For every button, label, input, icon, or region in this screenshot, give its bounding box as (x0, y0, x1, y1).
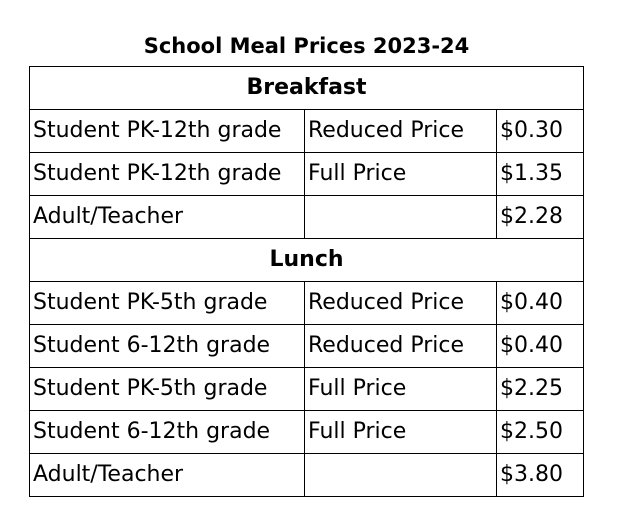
price-type-cell: Full Price (305, 153, 497, 196)
eligibility-cell: Adult/Teacher (30, 454, 305, 497)
eligibility-cell: Student 6-12th grade (30, 325, 305, 368)
price-type-cell (305, 454, 497, 497)
eligibility-cell: Student PK-12th grade (30, 153, 305, 196)
price-cell: $0.40 (497, 325, 584, 368)
table-row (30, 282, 584, 325)
table-row (30, 454, 584, 497)
table-row (30, 110, 584, 153)
table-row (30, 325, 584, 368)
section-header-lunch: Lunch (30, 239, 584, 282)
eligibility-cell: Student 6-12th grade (30, 411, 305, 454)
price-cell: $2.50 (497, 411, 584, 454)
price-type-cell: Reduced Price (305, 282, 497, 325)
price-cell: $2.25 (497, 368, 584, 411)
price-type-cell (305, 196, 497, 239)
table-row (30, 196, 584, 239)
price-cell: $0.40 (497, 282, 584, 325)
eligibility-cell: Student PK-5th grade (30, 282, 305, 325)
eligibility-cell: Adult/Teacher (30, 196, 305, 239)
price-type-cell: Full Price (305, 411, 497, 454)
table-row (30, 368, 584, 411)
price-cell: $2.28 (497, 196, 584, 239)
table-row (30, 153, 584, 196)
section-header-row (30, 67, 584, 110)
price-cell: $1.35 (497, 153, 584, 196)
page-title: School Meal Prices 2023-24 (143, 34, 470, 58)
section-header-row (30, 239, 584, 282)
section-header-breakfast: Breakfast (30, 67, 584, 110)
eligibility-cell: Student PK-5th grade (30, 368, 305, 411)
price-type-cell: Reduced Price (305, 110, 497, 153)
price-type-cell: Reduced Price (305, 325, 497, 368)
meal-prices-table (29, 66, 584, 497)
price-cell: $3.80 (497, 454, 584, 497)
price-type-cell: Full Price (305, 368, 497, 411)
price-cell: $0.30 (497, 110, 584, 153)
eligibility-cell: Student PK-12th grade (30, 110, 305, 153)
table-row (30, 411, 584, 454)
